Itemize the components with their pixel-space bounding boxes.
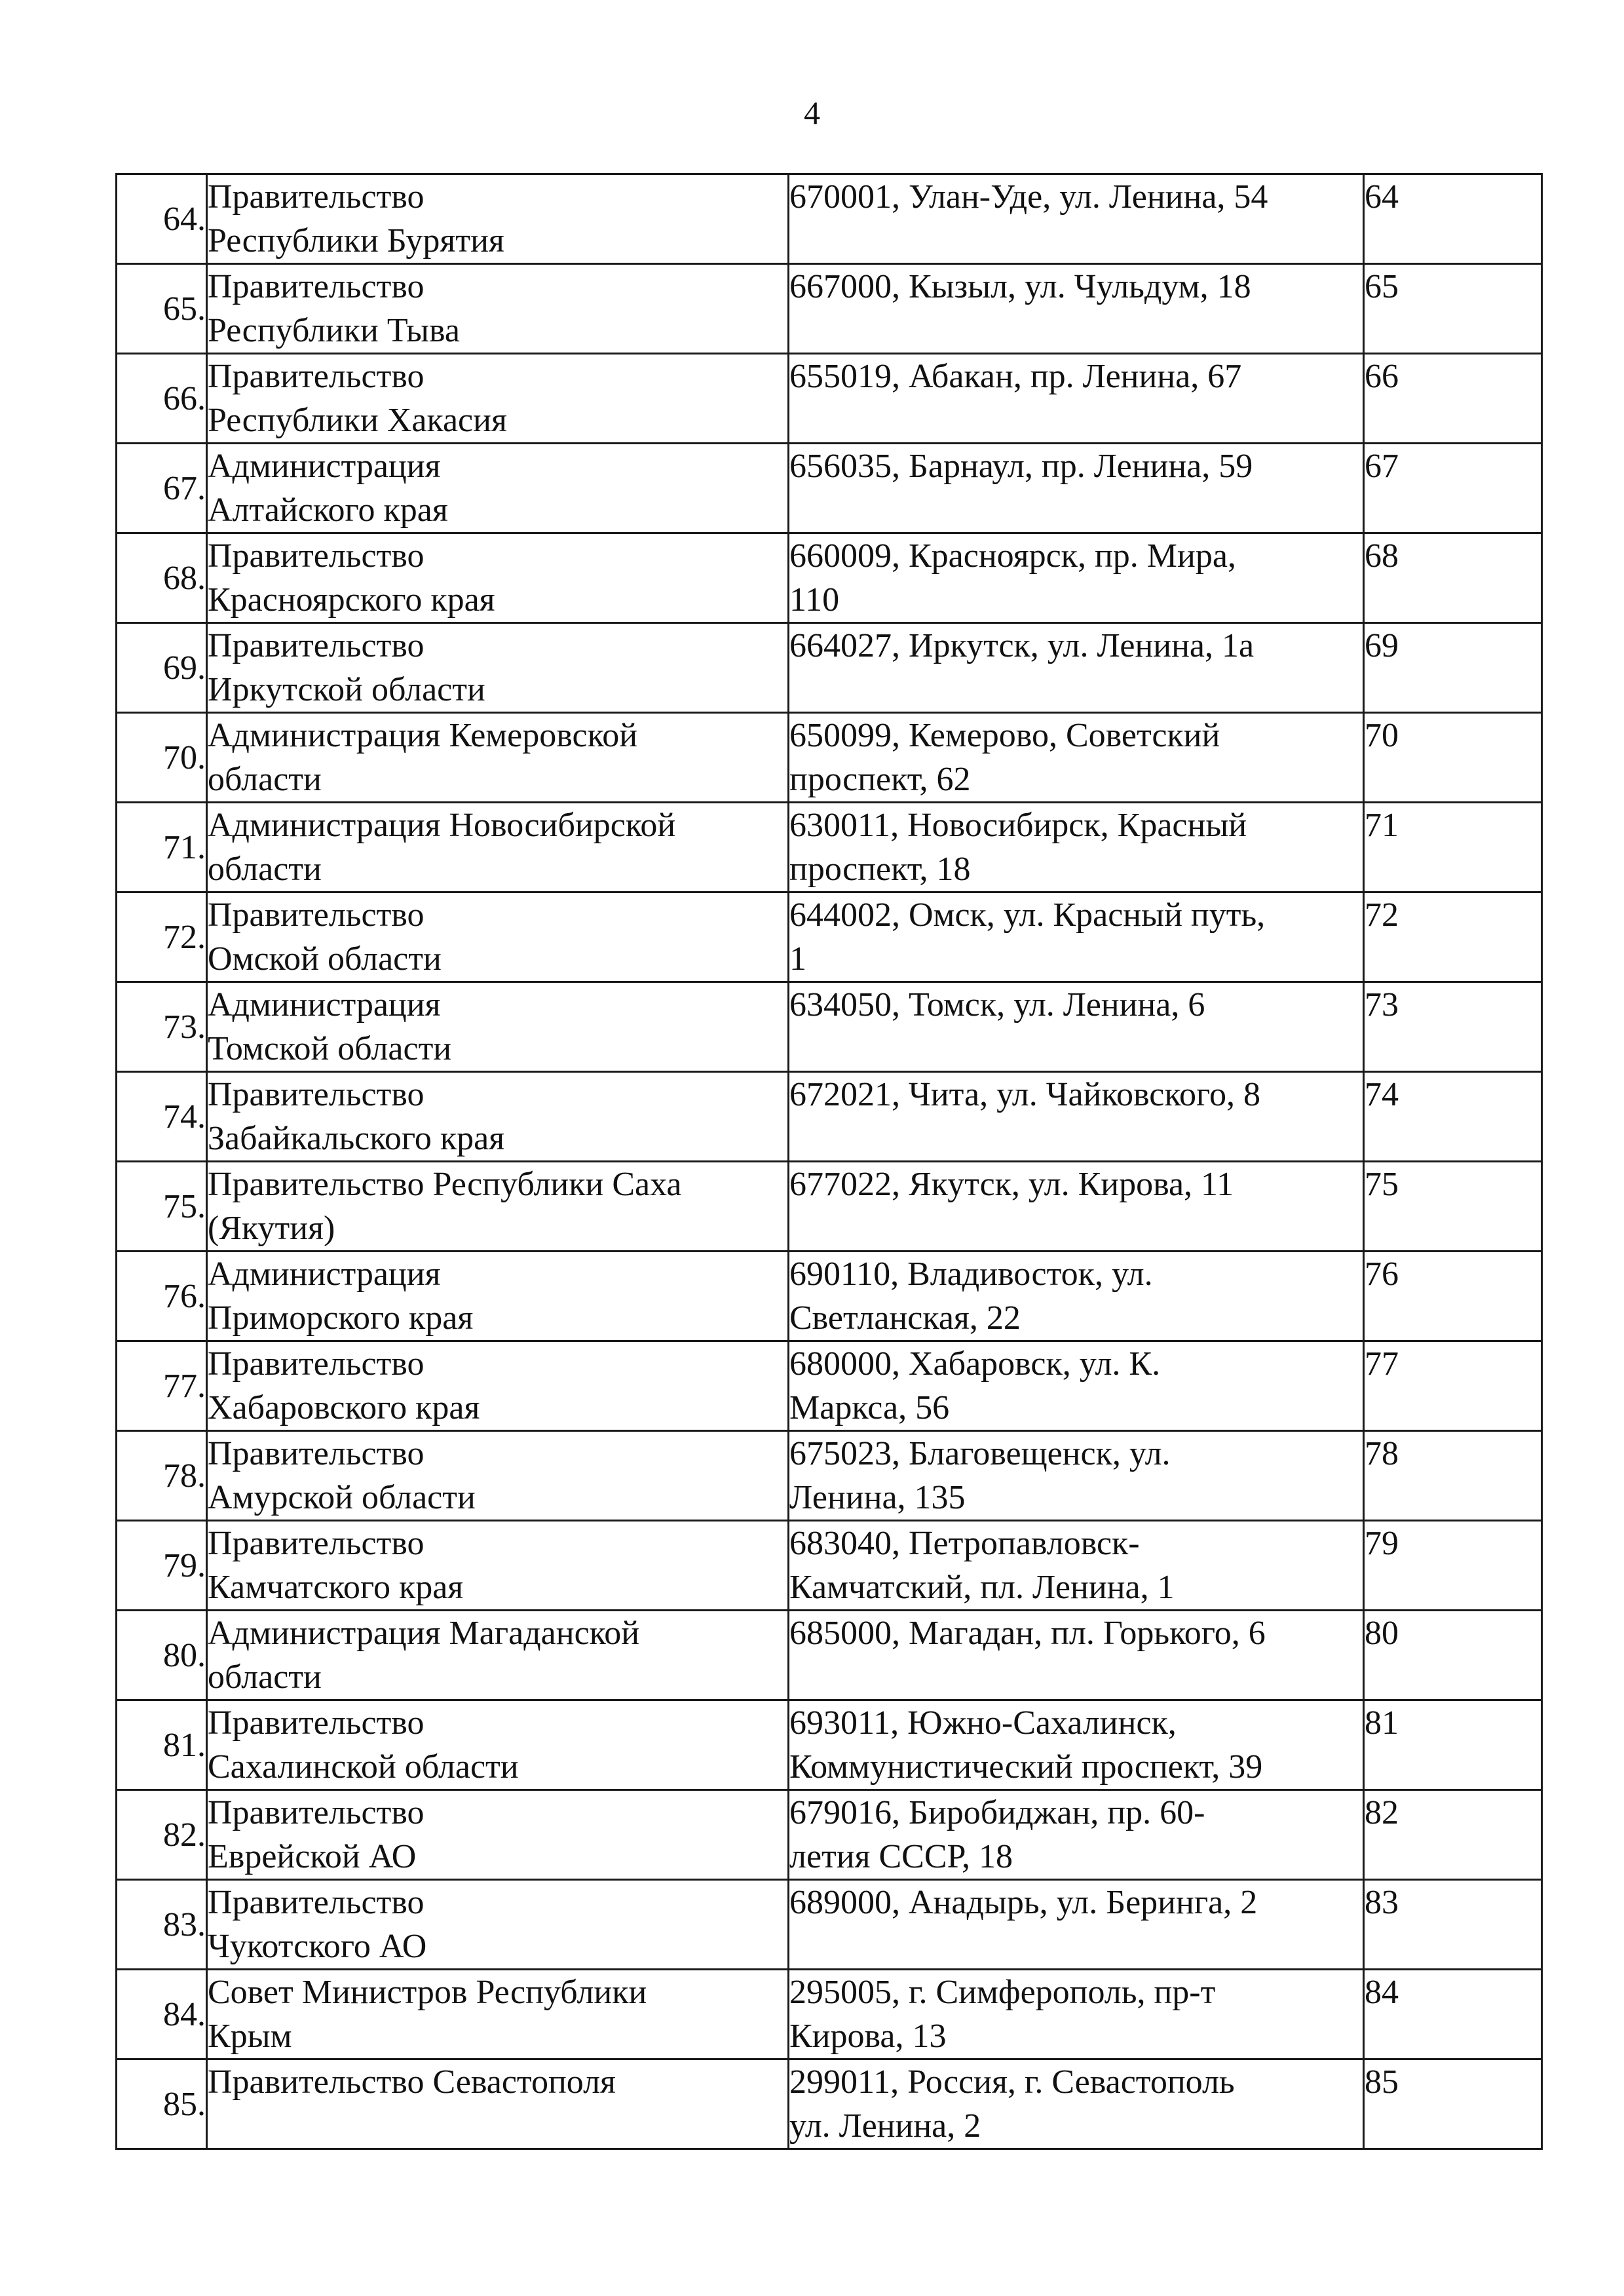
regions-table	[115, 173, 1543, 2150]
table-row	[117, 533, 1542, 623]
organization-name	[207, 1521, 789, 1611]
organization-name-line: Правительство	[208, 537, 425, 575]
organization-name-line: Правительство Республики Саха	[208, 1166, 682, 1203]
organization-name-line: Сахалинской области	[208, 1748, 519, 1786]
row-number: 72.	[117, 892, 207, 982]
address-line: 689000, Анадырь, ул. Беринга, 2	[789, 1884, 1258, 1921]
organization-name	[207, 982, 789, 1072]
address-line: 295005, г. Симферополь, пр-т	[789, 1974, 1216, 2011]
table-row	[117, 1341, 1542, 1431]
organization-name	[207, 444, 789, 533]
organization-name-line: Республики Хакасия	[208, 402, 507, 439]
organization-name	[207, 1162, 789, 1252]
organization-name	[207, 533, 789, 623]
organization-name-line: Правительство	[208, 627, 425, 664]
organization-name-line: Правительство	[208, 896, 425, 934]
row-number: 81.	[117, 1700, 207, 1790]
table-row	[117, 354, 1542, 444]
organization-name-line: Администрация	[208, 986, 441, 1024]
address-line: Коммунистический проспект, 39	[789, 1748, 1263, 1786]
organization-name-line: Республики Тыва	[208, 312, 460, 349]
address-line: 672021, Чита, ул. Чайковского, 8	[789, 1076, 1261, 1113]
row-number: 64.	[117, 174, 207, 264]
organization-name-line: Амурской области	[208, 1479, 476, 1516]
table-row	[117, 1970, 1542, 2059]
organization-name	[207, 1341, 789, 1431]
page-ref: 85	[1364, 2059, 1542, 2149]
row-number: 70.	[117, 713, 207, 803]
organization-name-line: (Якутия)	[208, 1210, 335, 1247]
organization-name-line: области	[208, 1658, 322, 1696]
address-line: 644002, Омск, ул. Красный путь,	[789, 896, 1266, 934]
row-number: 85.	[117, 2059, 207, 2149]
organization-name-line: Администрация Новосибирской	[208, 807, 676, 844]
row-number: 80.	[117, 1611, 207, 1700]
address	[789, 803, 1364, 892]
organization-name-line: Еврейской АО	[208, 1838, 417, 1875]
organization-name	[207, 713, 789, 803]
address-line: 660009, Красноярск, пр. Мира,	[789, 537, 1236, 575]
address-line: 675023, Благовещенск, ул.	[789, 1435, 1171, 1472]
address-line: 690110, Владивосток, ул.	[789, 1255, 1153, 1293]
address	[789, 1880, 1364, 1970]
organization-name-line: Крым	[208, 2018, 292, 2055]
organization-name	[207, 892, 789, 982]
table-row	[117, 1521, 1542, 1611]
organization-name	[207, 1611, 789, 1700]
organization-name-line: Администрация	[208, 1255, 441, 1293]
address	[789, 713, 1364, 803]
page-ref: 64	[1364, 174, 1542, 264]
address	[789, 1521, 1364, 1611]
row-number: 66.	[117, 354, 207, 444]
address	[789, 1700, 1364, 1790]
page-ref: 66	[1364, 354, 1542, 444]
organization-name-line: Чукотского АО	[208, 1928, 427, 1965]
table-body	[117, 174, 1542, 2149]
address	[789, 1252, 1364, 1341]
address-line: 655019, Абакан, пр. Ленина, 67	[789, 358, 1242, 395]
page-ref: 80	[1364, 1611, 1542, 1700]
row-number: 69.	[117, 623, 207, 713]
address	[789, 1431, 1364, 1521]
row-number: 75.	[117, 1162, 207, 1252]
table-row	[117, 803, 1542, 892]
address	[789, 892, 1364, 982]
organization-name	[207, 803, 789, 892]
organization-name-line: области	[208, 851, 322, 888]
address-line: 1	[789, 940, 806, 978]
address-line: 677022, Якутск, ул. Кирова, 11	[789, 1166, 1234, 1203]
organization-name	[207, 1970, 789, 2059]
address-line: 110	[789, 581, 840, 619]
table-row	[117, 174, 1542, 264]
address-line: 630011, Новосибирск, Красный	[789, 807, 1247, 844]
page-ref: 74	[1364, 1072, 1542, 1162]
page-ref: 67	[1364, 444, 1542, 533]
row-number: 68.	[117, 533, 207, 623]
table-row	[117, 1700, 1542, 1790]
row-number: 73.	[117, 982, 207, 1072]
organization-name-line: Администрация Кемеровской	[208, 717, 638, 754]
page-ref: 78	[1364, 1431, 1542, 1521]
row-number: 74.	[117, 1072, 207, 1162]
address-line: 670001, Улан-Уде, ул. Ленина, 54	[789, 178, 1268, 216]
organization-name-line: Администрация Магаданской	[208, 1615, 640, 1652]
page-ref: 65	[1364, 264, 1542, 354]
page-ref: 69	[1364, 623, 1542, 713]
address-line: 634050, Томск, ул. Ленина, 6	[789, 986, 1205, 1024]
row-number: 65.	[117, 264, 207, 354]
organization-name	[207, 623, 789, 713]
organization-name-line: Правительство	[208, 1076, 425, 1113]
table-row	[117, 713, 1542, 803]
address-line: проспект, 18	[789, 851, 971, 888]
organization-name-line: Администрация	[208, 448, 441, 485]
row-number: 84.	[117, 1970, 207, 2059]
page-ref: 68	[1364, 533, 1542, 623]
address-line: 667000, Кызыл, ул. Чульдум, 18	[789, 268, 1251, 305]
table-row	[117, 623, 1542, 713]
row-number: 82.	[117, 1790, 207, 1880]
organization-name-line: Правительство	[208, 268, 425, 305]
page-ref: 72	[1364, 892, 1542, 982]
address-line: ул. Ленина, 2	[789, 2107, 981, 2145]
organization-name	[207, 1431, 789, 1521]
address-line: Светланская, 22	[789, 1299, 1021, 1337]
organization-name	[207, 1252, 789, 1341]
address-line: Маркса, 56	[789, 1389, 950, 1426]
address	[789, 623, 1364, 713]
page-ref: 79	[1364, 1521, 1542, 1611]
page-ref: 81	[1364, 1700, 1542, 1790]
address-line: летия СССР, 18	[789, 1838, 1013, 1875]
table-row	[117, 1611, 1542, 1700]
address	[789, 444, 1364, 533]
address-line: 685000, Магадан, пл. Горького, 6	[789, 1615, 1266, 1652]
organization-name-line: Правительство	[208, 1704, 425, 1742]
organization-name-line: Красноярского края	[208, 581, 495, 619]
page-ref: 75	[1364, 1162, 1542, 1252]
address	[789, 533, 1364, 623]
table-row	[117, 2059, 1542, 2149]
page-ref: 77	[1364, 1341, 1542, 1431]
organization-name-line: Республики Бурятия	[208, 222, 504, 259]
table-row	[117, 892, 1542, 982]
page-number: 4	[804, 94, 820, 131]
organization-name-line: Камчатского края	[208, 1569, 464, 1606]
table-row	[117, 264, 1542, 354]
organization-name-line: Правительство Севастополя	[208, 2063, 616, 2101]
table-row	[117, 1431, 1542, 1521]
organization-name-line: Правительство	[208, 1525, 425, 1562]
organization-name-line: Алтайского края	[208, 491, 448, 529]
address	[789, 354, 1364, 444]
organization-name-line: Совет Министров Республики	[208, 1974, 647, 2011]
organization-name-line: области	[208, 761, 322, 798]
page-ref: 82	[1364, 1790, 1542, 1880]
organization-name	[207, 1790, 789, 1880]
row-number: 78.	[117, 1431, 207, 1521]
table-row	[117, 1790, 1542, 1880]
table-row	[117, 1252, 1542, 1341]
organization-name	[207, 2059, 789, 2149]
row-number: 77.	[117, 1341, 207, 1431]
page-ref: 70	[1364, 713, 1542, 803]
address-line: Кирова, 13	[789, 2018, 947, 2055]
organization-name-line: Правительство	[208, 1794, 425, 1831]
address	[789, 2059, 1364, 2149]
address	[789, 1970, 1364, 2059]
address	[789, 1341, 1364, 1431]
organization-name-line: Томской области	[208, 1030, 452, 1067]
organization-name-line: Правительство	[208, 1345, 425, 1383]
table-row	[117, 444, 1542, 533]
organization-name-line: Правительство	[208, 178, 425, 216]
organization-name-line: Омской области	[208, 940, 442, 978]
address	[789, 1790, 1364, 1880]
organization-name-line: Правительство	[208, 1884, 425, 1921]
address-line: Камчатский, пл. Ленина, 1	[789, 1569, 1175, 1606]
row-number: 79.	[117, 1521, 207, 1611]
page-ref: 84	[1364, 1970, 1542, 2059]
address-line: 683040, Петропавловск-	[789, 1525, 1140, 1562]
address-line: проспект, 62	[789, 761, 971, 798]
row-number: 71.	[117, 803, 207, 892]
page-ref: 71	[1364, 803, 1542, 892]
address	[789, 1611, 1364, 1700]
address	[789, 174, 1364, 264]
address	[789, 982, 1364, 1072]
address	[789, 264, 1364, 354]
organization-name	[207, 264, 789, 354]
row-number: 83.	[117, 1880, 207, 1970]
page-ref: 83	[1364, 1880, 1542, 1970]
address-line: 693011, Южно-Сахалинск,	[789, 1704, 1177, 1742]
organization-name-line: Забайкальского края	[208, 1120, 505, 1157]
address	[789, 1072, 1364, 1162]
address	[789, 1162, 1364, 1252]
organization-name	[207, 1700, 789, 1790]
organization-name-line: Правительство	[208, 358, 425, 395]
address-line: 664027, Иркутск, ул. Ленина, 1а	[789, 627, 1255, 664]
address-line: 299011, Россия, г. Севастополь	[789, 2063, 1235, 2101]
row-number: 67.	[117, 444, 207, 533]
page-ref: 76	[1364, 1252, 1542, 1341]
row-number: 76.	[117, 1252, 207, 1341]
organization-name-line: Приморского края	[208, 1299, 474, 1337]
organization-name	[207, 1880, 789, 1970]
organization-name	[207, 174, 789, 264]
address-line: 680000, Хабаровск, ул. К.	[789, 1345, 1161, 1383]
table-row	[117, 1162, 1542, 1252]
table-row	[117, 982, 1542, 1072]
organization-name-line: Иркутской области	[208, 671, 485, 708]
address-line: 656035, Барнаул, пр. Ленина, 59	[789, 448, 1253, 485]
address-line: Ленина, 135	[789, 1479, 966, 1516]
organization-name-line: Правительство	[208, 1435, 425, 1472]
organization-name	[207, 354, 789, 444]
table-row	[117, 1880, 1542, 1970]
page-ref: 73	[1364, 982, 1542, 1072]
organization-name-line: Хабаровского края	[208, 1389, 480, 1426]
address-line: 650099, Кемерово, Советский	[789, 717, 1220, 754]
organization-name	[207, 1072, 789, 1162]
table-row	[117, 1072, 1542, 1162]
address-line: 679016, Биробиджан, пр. 60-	[789, 1794, 1205, 1831]
